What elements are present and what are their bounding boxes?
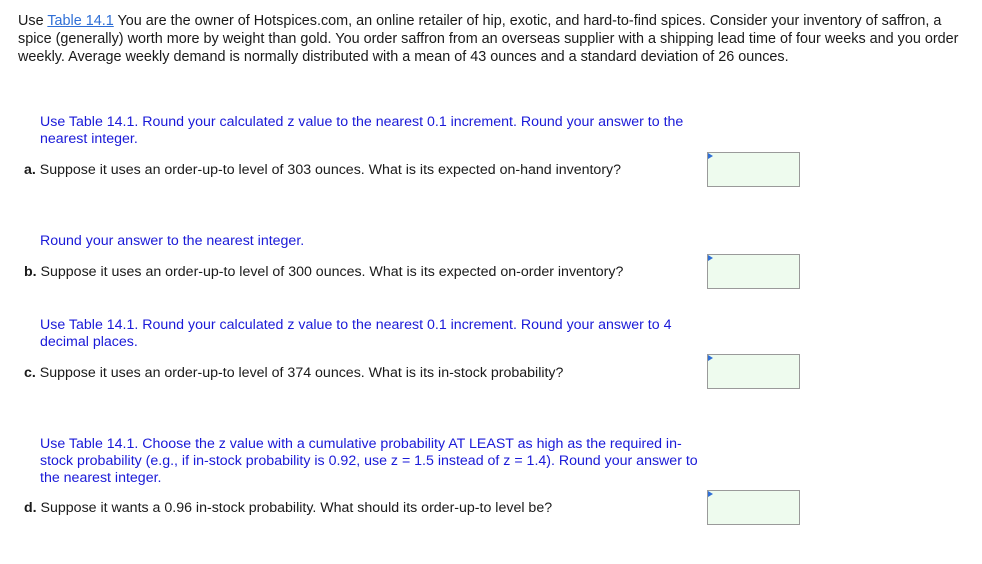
part-b-letter: b. [24, 264, 37, 280]
part-a-answer-flag-icon [708, 153, 713, 159]
intro-text: You are the owner of Hotspices.com, an online retailer of hip, exotic, and hard-to-find spices. Consider your inventory of saffron, a spice (generally) worth more by weight than gold. You order saffron from an overseas supplier with a shipping lead time of four weeks and you order weekly. Average weekly demand is normally distributed with a mean of 43 ounces and a standard deviation of 26 ounces. [18, 13, 959, 65]
part-d-question [24, 499, 704, 517]
part-d-answer-flag-icon [708, 491, 713, 497]
part-d-letter: d. [24, 500, 37, 516]
part-b-answer-input[interactable] [707, 254, 800, 289]
problem-intro [18, 12, 968, 66]
part-d-hint: Use Table 14.1. Choose the z value with a cumulative probability AT LEAST as high as the required in-stock probability (e.g., if in-stock probability is 0.92, use z = 1.5 instead of z = 1.4). Round your answer to the nearest integer. [40, 436, 698, 486]
part-c-letter: c. [24, 365, 36, 381]
part-d-answer-input[interactable] [707, 490, 800, 525]
part-a-question-text: Suppose it uses an order-up-to level of 303 ounces. What is its expected on-hand inventory? [35, 162, 622, 178]
part-d-question-text: Suppose it wants a 0.96 in-stock probability. What should its order-up-to level be? [36, 500, 553, 516]
part-b-question [24, 263, 704, 281]
part-b-question-text: Suppose it uses an order-up-to level of 300 ounces. What is its expected on-order inventory? [36, 264, 624, 280]
table-14-1-link[interactable]: Table 14.1 [47, 13, 114, 29]
part-a-answer-input[interactable] [707, 152, 800, 187]
part-c-answer-input[interactable] [707, 354, 800, 389]
part-a-question [24, 161, 704, 179]
part-b-hint: Round your answer to the nearest integer. [40, 233, 305, 249]
part-a-hint: Use Table 14.1. Round your calculated z value to the nearest 0.1 increment. Round your answer to the nearest integer. [40, 114, 684, 147]
part-c-answer-flag-icon [708, 355, 713, 361]
part-c-hint: Use Table 14.1. Round your calculated z value to the nearest 0.1 increment. Round your answer to 4 decimal places. [40, 317, 672, 350]
part-c-question [24, 364, 704, 382]
part-b-answer-flag-icon [708, 255, 713, 261]
intro-prefix: Use [18, 13, 48, 29]
part-a-letter: a. [24, 162, 36, 178]
part-c-question-text: Suppose it uses an order-up-to level of 374 ounces. What is its in-stock probability? [35, 365, 564, 381]
